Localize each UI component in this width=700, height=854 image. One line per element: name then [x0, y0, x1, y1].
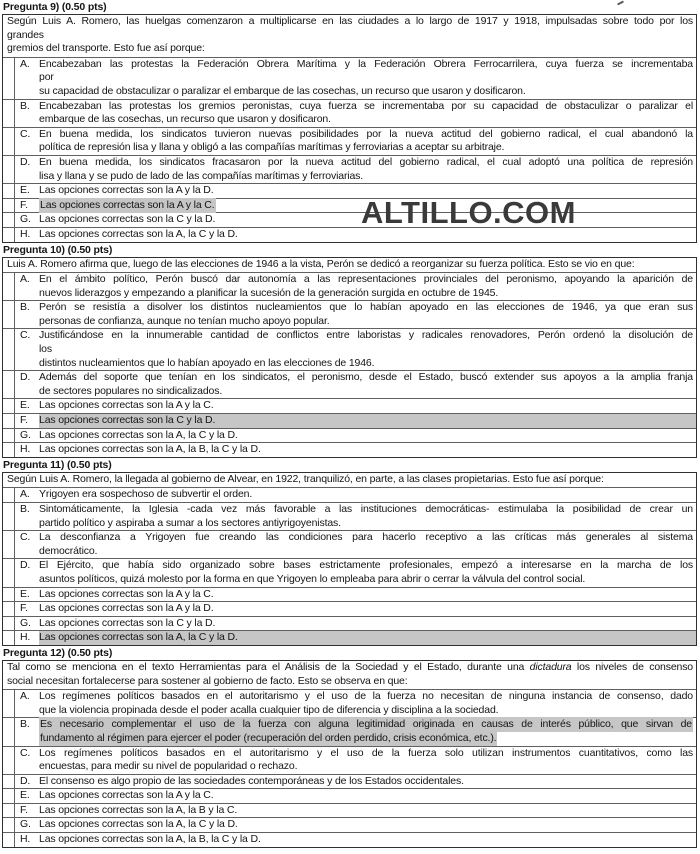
option-text [39, 617, 696, 631]
option-letter: G. [20, 616, 31, 629]
text-line: que la violencia propinada desde el poder acalla cualquier tipo de diferencia y disciplina a la sociedad. [39, 703, 499, 716]
option-text [39, 588, 696, 602]
text-line: su capacidad de obstaculizar o paralizar el embarque de las cosechas, un recurso que usaron y dosificaron. [39, 84, 526, 97]
text-line: Según Luis A. Romero, la llegada al gobierno de Alvear, en 1922, tranquilizó, en parte, a las clases propietarias. Esto fue así porque: [7, 472, 604, 485]
option-letter: G. [20, 818, 31, 831]
answer-mark-cell [3, 301, 15, 328]
option-letter: A. [20, 273, 30, 286]
answer-mark-cell [3, 100, 15, 127]
highlighted-answer: Las opciones correctas son la A y la C. [40, 198, 215, 211]
text-line: Las opciones correctas son la A, la B, la C y la D. [39, 833, 261, 846]
option-row [3, 99, 696, 127]
option-row [3, 616, 696, 631]
option-text [39, 804, 696, 818]
answer-mark-cell [3, 329, 15, 370]
option-letter: B. [20, 503, 30, 515]
option-row [3, 530, 696, 558]
answer-mark-cell [3, 228, 15, 242]
text-line: El consenso es algo propio de las sociedades contemporáneas y de los Estados occidentales. [39, 774, 464, 787]
option-row [3, 817, 696, 832]
question-table [2, 257, 697, 458]
option-row [3, 803, 696, 818]
question-table [2, 660, 697, 848]
option-text [39, 301, 696, 328]
answer-mark-cell [3, 588, 15, 602]
text-line: Las opciones correctas son la A y la D. [39, 602, 214, 615]
text-line: Las opciones correctas son la A, la C y la D. [39, 428, 238, 441]
answer-mark-cell [3, 429, 15, 443]
question-stem [3, 15, 696, 57]
option-text [39, 371, 696, 398]
option-letter: D. [20, 559, 31, 572]
option-row [3, 198, 696, 213]
option-row [3, 212, 696, 227]
question-stem-row [3, 473, 696, 488]
option-letter: C. [20, 329, 31, 342]
text-line: Las opciones correctas son la A y la D. [39, 184, 214, 197]
option-letter: H. [20, 227, 31, 240]
text-line: lisa y llana y se pudo de lado de las compañías marítimas y ferroviarias. [39, 169, 364, 182]
text-line: distintos nucleamientos que lo habían apoyado en las elecciones de 1946. [39, 356, 375, 369]
option-letter: F. [20, 602, 28, 615]
option-text [39, 747, 696, 774]
option-letter: A. [20, 488, 30, 501]
text-line [39, 732, 693, 746]
question-label: Pregunta 11) (0.50 pts) [3, 458, 112, 471]
text-line: Las opciones correctas son la C y la D. [39, 414, 216, 427]
text-line: Luis A. Romero afirma que, luego de las elecciones de 1946 a la vista, Perón se dedicó a reorganizar su fuerza política. Esto se vio en que: [7, 257, 635, 270]
option-row [3, 630, 696, 645]
option-letter: F. [20, 198, 28, 211]
option-row [3, 272, 696, 300]
option-letter: G. [20, 213, 31, 226]
text-line: Sintomáticamente, la Iglesia -cada vez más favorable a las instituciones democráticas- estimulaba la posibilidad de crear un [39, 503, 693, 515]
option-row [3, 774, 696, 789]
option-row [3, 227, 696, 242]
text-line: los [39, 343, 52, 356]
answer-mark-cell [3, 804, 15, 818]
answer-mark-cell [3, 399, 15, 413]
text-line: social necesitan fortalecerse para sostener al gobierno de facto. Esto se observa en que: [7, 674, 408, 687]
text-line: gremios del transporte. Esto fue así porque: [7, 42, 205, 55]
text-line: En buena medida, los sindicatos fracasaron por la nueva actitud del gobierno radical, el cual adoptó una política de represión [39, 155, 693, 168]
text-line: de sectores populares no sindicalizados. [39, 384, 223, 397]
text-line: Las opciones correctas son la A, la B y la C. [39, 803, 238, 816]
answer-mark-cell [3, 156, 15, 183]
text-line: Las opciones correctas son la A y la C. [39, 587, 214, 600]
option-row [3, 502, 696, 530]
text-line: En buena medida, los sindicatos tuvieron nuevas posibilidades por la nueva actitud del gobierno radical, el cual abandonó la [39, 127, 693, 140]
text-line: Las opciones correctas son la C y la D. [39, 616, 216, 629]
answer-mark-cell [3, 559, 15, 586]
answer-mark-cell [3, 690, 15, 717]
option-letter: C. [20, 746, 31, 759]
text-line: Las opciones correctas son la A y la C. [39, 399, 214, 412]
answer-mark-cell [3, 617, 15, 631]
text-line: Las opciones correctas son la A, la C y la D. [39, 227, 238, 240]
answer-mark-cell [3, 789, 15, 803]
option-letter: B. [20, 301, 30, 314]
option-row [3, 155, 696, 183]
text-line: Las opciones correctas son la A y la C. [39, 789, 214, 802]
option-row [3, 832, 696, 847]
text-line: personas de confianza, aunque no tenían mucho apoyo popular. [39, 314, 330, 327]
option-letter: D. [20, 774, 31, 787]
option-row [3, 601, 696, 616]
option-text [39, 329, 696, 370]
option-letter: E. [20, 789, 30, 802]
option-text [39, 818, 696, 832]
option-letter: B. [20, 718, 30, 731]
question-stem [3, 473, 696, 488]
option-text [39, 775, 696, 789]
option-row [3, 717, 696, 745]
option-text [39, 429, 696, 443]
option-row [3, 127, 696, 155]
answer-mark-cell [3, 631, 15, 645]
answer-mark-cell [3, 747, 15, 774]
text-line: En el ámbito político, Perón buscó dar autonomía a las representaciones provinciales del peronismo, apoyando la aparición de [39, 273, 693, 286]
text-line: Las opciones correctas son la A, la C y la D. [39, 631, 238, 644]
option-letter: E. [20, 587, 30, 600]
option-letter: C. [20, 127, 31, 140]
answer-mark-cell [3, 371, 15, 398]
option-letter: A. [20, 690, 30, 703]
question-label: Pregunta 9) (0.50 pts) [3, 1, 107, 13]
option-letter: H. [20, 443, 31, 456]
option-row [3, 328, 696, 370]
text-line: Tal como se menciona en el texto Herramientas para el Análisis de la Sociedad y el Estado, durante una dictadura los niveles de consenso [7, 660, 693, 673]
answer-mark-cell [3, 602, 15, 616]
answer-mark-cell [3, 488, 15, 502]
option-text [39, 58, 696, 99]
text-line: encuestas, para medir su nivel de popularidad o rechazo. [39, 760, 298, 773]
question-stem [3, 661, 696, 689]
text-line: Las opciones correctas son la A, la C y la D. [39, 818, 238, 831]
answer-mark-cell [3, 718, 15, 745]
option-row [3, 442, 696, 457]
option-row [3, 788, 696, 803]
text-line: Encabezaban las protestas la Federación Obrera Marítima y la Federación Obrera Ferrocarrilera, cuya fuerza se incrementaba [39, 57, 693, 70]
question-table [2, 472, 697, 646]
question-stem-row [3, 258, 696, 273]
option-row [3, 370, 696, 398]
answer-mark-cell [3, 503, 15, 530]
text-line: por [39, 71, 54, 84]
option-row [3, 746, 696, 774]
text-line: Las opciones correctas son la C y la D. [39, 213, 216, 226]
option-row [3, 57, 696, 99]
option-text [39, 128, 696, 155]
highlighted-answer: fundamento al régimen para ejercer el poder (recuperación del orden perdido, crisis económica, etc.). [40, 731, 497, 744]
question-stem-row [3, 15, 696, 57]
option-letter: E. [20, 184, 30, 197]
question-label: Pregunta 10) (0.50 pts) [3, 243, 113, 256]
text-line: embarque de las cosechas, un recurso que usaron y dosificaron. [39, 113, 331, 126]
option-text [39, 488, 696, 502]
option-text [39, 718, 696, 745]
question-table [2, 14, 697, 243]
option-letter: D. [20, 371, 31, 384]
question-list [2, 0, 697, 848]
option-row [3, 300, 696, 328]
option-letter: B. [20, 99, 30, 112]
answer-mark-cell [3, 531, 15, 558]
option-text [39, 414, 696, 428]
text-line: Las opciones correctas son la A, la B, la C y la D. [39, 443, 261, 456]
option-text [39, 100, 696, 127]
option-row [3, 689, 696, 717]
option-text [39, 631, 696, 645]
option-letter: H. [20, 631, 31, 644]
answer-mark-cell [3, 213, 15, 227]
question-label: Pregunta 12) (0.50 pts) [3, 646, 113, 659]
answer-mark-cell [3, 199, 15, 213]
option-letter: E. [20, 399, 30, 412]
text-line: Los regímenes políticos basados en el autoritarismo y el uso de la fuerza solo utilizan instrumentos cuantitativos, como las [39, 746, 693, 759]
text-line: Los regímenes políticos basados en el autoritarismo y el uso de la fuerza no necesitan de ninguna instancia de consenso, dado [39, 690, 693, 703]
option-row [3, 587, 696, 602]
answer-mark-cell [3, 443, 15, 457]
option-letter: F. [20, 414, 28, 427]
option-row [3, 428, 696, 443]
text-line: democrático. [39, 544, 98, 557]
option-text [39, 503, 696, 530]
text-line: nuevos liderazgos y empezando a planificar la sucesión de la generación surgida en octubre de 1945. [39, 286, 499, 299]
text-line: partido político y aspiraba a sumar a los sectores antiyrigoyenistas. [39, 516, 341, 529]
answer-mark-cell [3, 833, 15, 847]
text-line: grandes [7, 28, 44, 41]
option-row [3, 558, 696, 586]
text-line: Encabezaban las protestas los gremios peronistas, cuya fuerza se incrementaba por su capacidad de obstaculizar o paralizar el [39, 99, 693, 112]
option-letter: F. [20, 803, 28, 816]
option-letter: H. [20, 833, 31, 846]
answer-mark-cell [3, 128, 15, 155]
text-line: El Ejército, que había sido organizado sobre bases estrictamente profesionales, empezó a interesarse en la marcha de los [39, 559, 693, 572]
option-text [39, 690, 696, 717]
option-row [3, 398, 696, 413]
text-line: Justificándose en la innumerable cantidad de conflictos entre laboristas y radicales renovadores, Perón ordenó la disolución de [39, 329, 693, 342]
option-row [3, 487, 696, 502]
text-line: La desconfianza a Yrigoyen fue creando las condiciones para hacerlo receptivo a las críticas más generales al sistema [39, 531, 693, 544]
text-line: Yrigoyen era sospechoso de subvertir el orden. [39, 488, 253, 501]
option-text [39, 833, 696, 847]
option-text [39, 399, 696, 413]
option-letter: D. [20, 155, 31, 168]
site-watermark: ALTILLO.COM [361, 195, 576, 230]
answer-mark-cell [3, 184, 15, 198]
option-row [3, 413, 696, 428]
answer-mark-cell [3, 414, 15, 428]
answer-mark-cell [3, 58, 15, 99]
question-stem-row [3, 661, 696, 689]
text-line: Además del soporte que tenían en los sindicatos, el peronismo, desde el Estado, buscó extender sus apoyos a la amplia franja [39, 371, 693, 384]
option-text [39, 602, 696, 616]
answer-mark-cell [3, 273, 15, 300]
option-text [39, 559, 696, 586]
option-letter: A. [20, 57, 30, 70]
text-line: Según Luis A. Romero, las huelgas comenzaron a multiplicarse en las ciudades a lo largo de 1917 y 1918, impulsadas sobre todo por los [7, 15, 693, 27]
text-line [39, 718, 693, 732]
answer-mark-cell [3, 775, 15, 789]
question-stem [3, 258, 696, 273]
option-row [3, 183, 696, 198]
option-text [39, 156, 696, 183]
text-line: asuntos políticos, quizá molesto por la forma en que Yrigoyen lo empleaba para abrir o cerrar la válvula del control social. [39, 572, 586, 585]
option-text [39, 443, 696, 457]
option-letter: C. [20, 531, 31, 544]
option-text [39, 531, 696, 558]
text-line: Perón se resistía a disolver los distintos nucleamientos que lo habían apoyado en las elecciones de 1946, ya que eran sus [39, 301, 693, 314]
answer-mark-cell [3, 818, 15, 832]
option-letter: G. [20, 428, 31, 441]
option-text [39, 273, 696, 300]
highlighted-answer: Es necesario complementar el uso de la fuerza con alguna legitimidad originada en causas de interés público, que sirvan de [40, 718, 692, 731]
option-text [39, 789, 696, 803]
text-line: política de represión lisa y llana y obligó a las compañías marítimas y ferroviarias a aceptar su arbitraje. [39, 141, 505, 154]
